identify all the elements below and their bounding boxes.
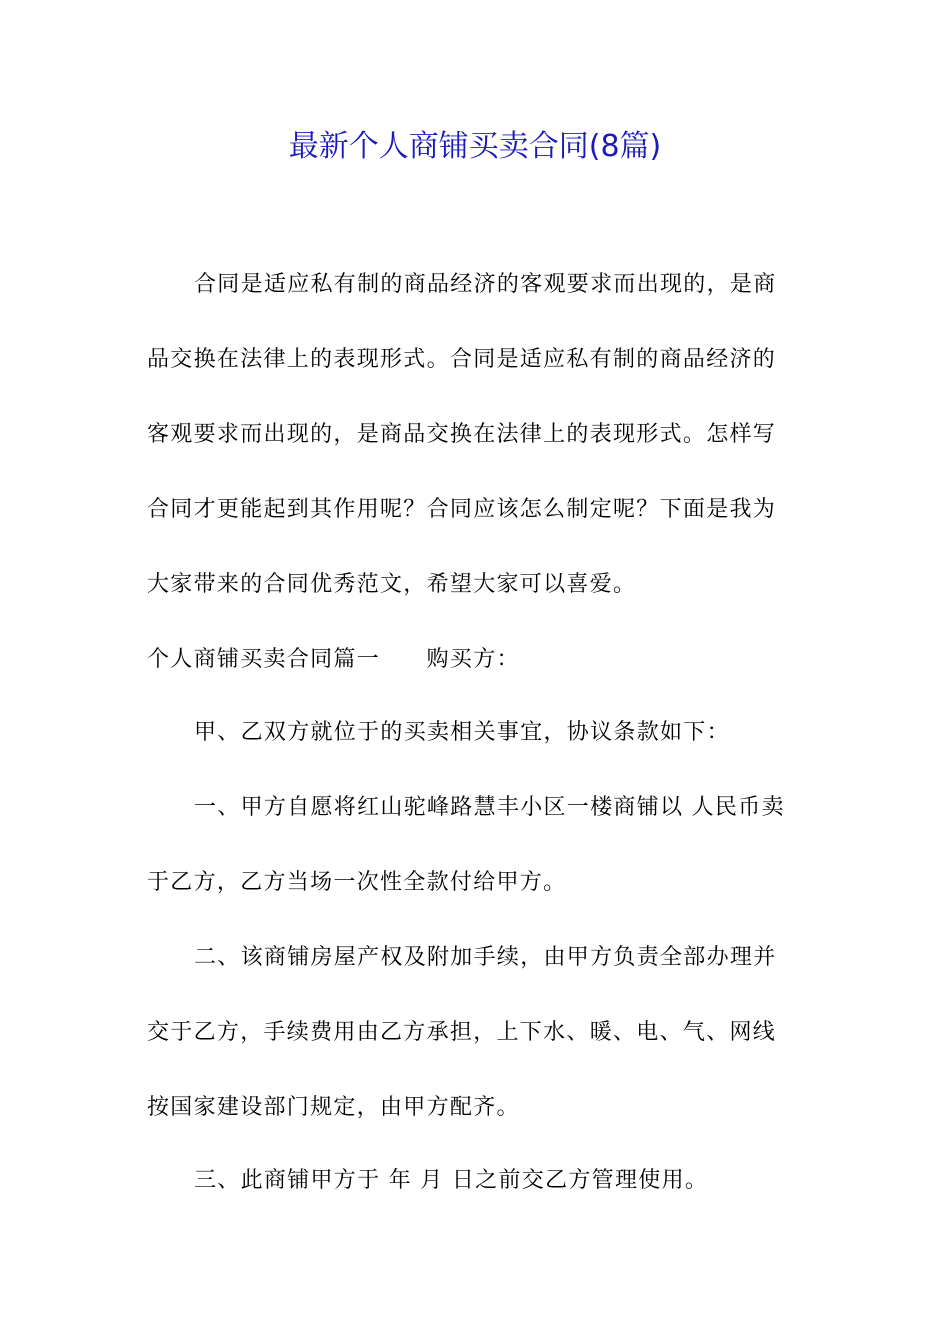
section-heading: 个人商铺买卖合同篇一 购买方： [147,647,520,672]
paragraph-line: 合同是适应私有制的商品经济的客观要求而出现的，是商 [194,272,777,297]
paragraph-line: 一、甲方自愿将红山驼峰路慧丰小区一楼商铺以 人民币卖 [194,795,785,820]
paragraph-line: 按国家建设部门规定，由甲方配齐。 [147,1095,520,1120]
paragraph-line: 客观要求而出现的，是商品交换在法律上的表现形式。怎样写 [147,422,777,447]
paragraph-line: 大家带来的合同优秀范文，希望大家可以喜爱。 [147,572,637,597]
paragraph-line: 于乙方，乙方当场一次性全款付给甲方。 [147,870,567,895]
paragraph-line: 交于乙方，手续费用由乙方承担，上下水、暖、电、气、网线 [147,1020,777,1045]
paragraph-line: 甲、乙双方就位于的买卖相关事宜，协议条款如下： [194,720,730,745]
paragraph-line: 合同才更能起到其作用呢？合同应该怎么制定呢？下面是我为 [147,497,777,522]
paragraph-line: 品交换在法律上的表现形式。合同是适应私有制的商品经济的 [147,347,777,372]
paragraph-line: 三、此商铺甲方于 年 月 日之前交乙方管理使用。 [194,1168,709,1193]
paragraph-line: 二、该商铺房屋产权及附加手续，由甲方负责全部办理并 [194,945,777,970]
document-title: 最新个人商铺买卖合同(8篇) [288,129,662,164]
